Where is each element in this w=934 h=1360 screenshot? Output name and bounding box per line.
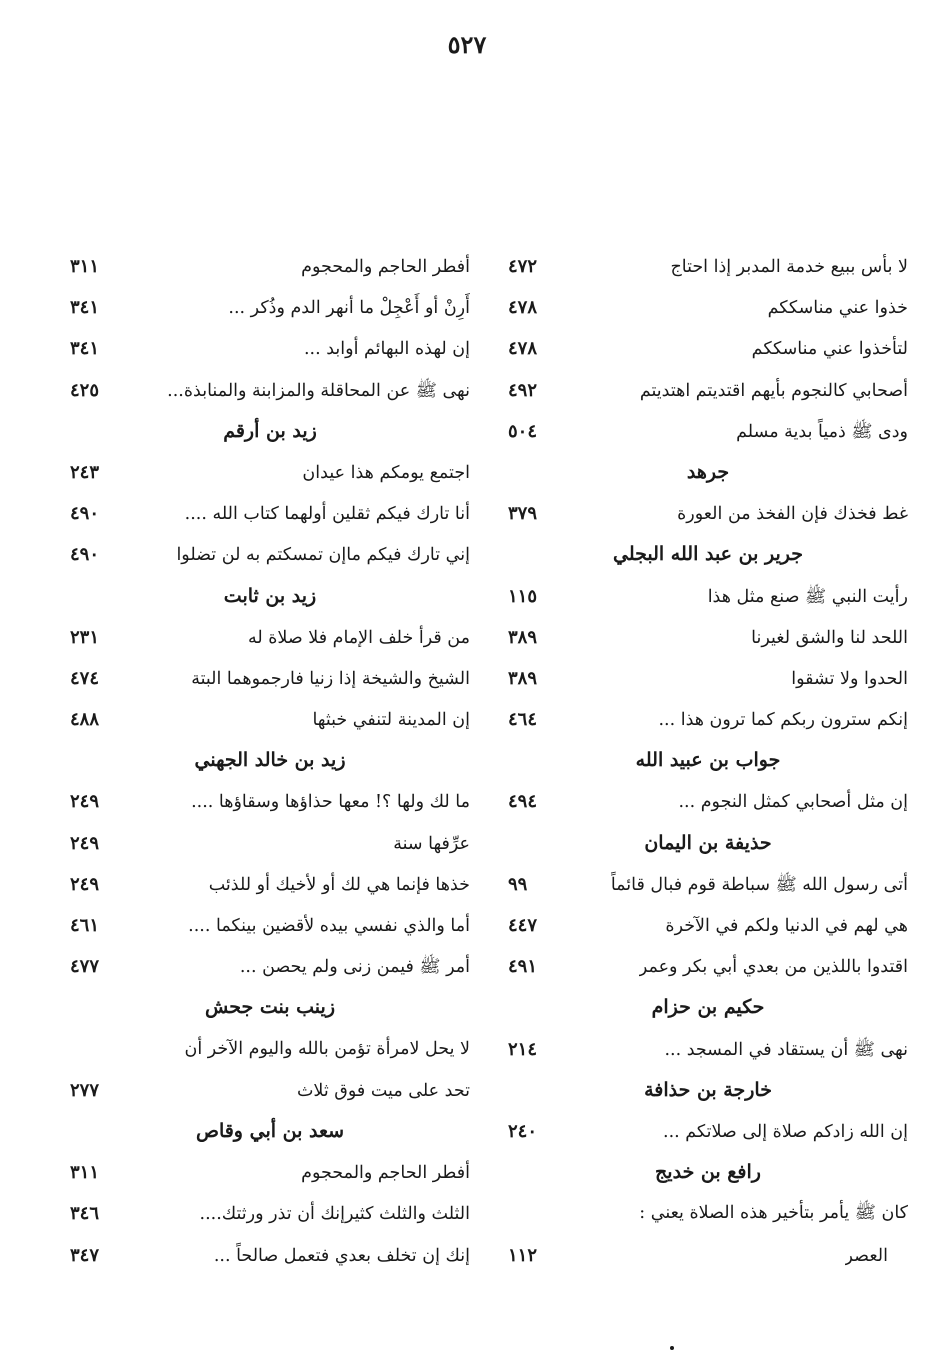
page-reference: ٢٤٩ [70, 832, 100, 854]
page-reference: ٤٩٠ [70, 544, 100, 566]
hadith-text: كان ﷺ يأمر بتأخير هذه الصلاة يعني : [639, 1203, 908, 1224]
page-reference: ٤٧٨ [508, 338, 538, 360]
hadith-text: من قرأ خلف الإمام فلا صلاة له [247, 627, 470, 648]
page-reference: ٤٩٤ [508, 791, 538, 813]
hadith-text: هي لهم في الدنيا ولكم في الآخرة [665, 916, 908, 936]
hadith-text: لا يحل لامرأة تؤمن بالله واليوم الآخر أن [184, 1038, 470, 1059]
narrator-heading: زيد بن أرقم [223, 419, 317, 442]
hadith-text: نهى ﷺ عن المحاقلة والمزابنة والمنابذة... [167, 380, 470, 401]
hadith-entry [70, 287, 470, 328]
hadith-text: الثلث والثلث كثيرإنك أن تذر ورثتك.... [199, 1204, 470, 1225]
hadith-entry [508, 370, 908, 411]
hadith-entry [508, 658, 908, 699]
hadith-text: إن مثل أصحابي كمثل النجوم ... [678, 792, 908, 813]
hadith-entry [508, 246, 908, 287]
hadith-entry [70, 658, 470, 699]
hadith-text: أمر ﷺ فيمن زنى ولم يحصن ... [239, 957, 470, 978]
page-reference: ٤٦١ [70, 915, 100, 936]
hadith-entry [508, 1235, 908, 1276]
page-reference: ٤٧٤ [70, 667, 100, 689]
hadith-text: نهى ﷺ أن يستقاد في المسجد ... [664, 1039, 908, 1060]
hadith-text: العصر [844, 1245, 888, 1266]
page-reference: ٤٨٨ [70, 709, 100, 731]
hadith-text: إن المدينة لتنفي خبثها [312, 710, 470, 731]
narrator-heading: جرهد [686, 460, 730, 483]
hadith-entry [508, 411, 908, 452]
hadith-text: أَرِنْ أو أَعْجِلْ ما أنهر الدم وذُكر ... [228, 298, 470, 319]
hadith-entry [70, 1029, 470, 1070]
hadith-entry [508, 328, 908, 369]
narrator-heading: زينب بنت جحش [205, 996, 335, 1019]
hadith-entry [70, 617, 470, 658]
ink-dot [670, 1346, 674, 1350]
narrator-heading: حكيم بن حزام [651, 996, 765, 1019]
hadith-text: لتأخذوا عني مناسككم [751, 339, 908, 360]
hadith-text: ودى ﷺ ذمياً بدية مسلم [736, 421, 908, 442]
narrator-heading: حذيفة بن اليمان [644, 831, 772, 854]
page-reference: ١١٥ [508, 585, 538, 607]
hadith-entry [70, 1193, 470, 1234]
page-reference: ٤٩٢ [508, 379, 538, 401]
page-reference: ٣١١ [70, 1162, 100, 1184]
page-reference: ٤٦٤ [508, 709, 538, 731]
page-reference: ٣٨٩ [508, 667, 538, 689]
hadith-text: إنك إن تخلف بعدي فتعمل صالحاً ... [213, 1245, 470, 1266]
hadith-text: أنا تارك فيكم ثقلين أولهما كتاب الله .... [184, 504, 470, 525]
narrator-heading: جواب بن عبيد الله [635, 749, 781, 772]
hadith-text: أتى رسول الله ﷺ سباطة قوم فبال قائماً [610, 874, 908, 895]
hadith-entry [70, 328, 470, 369]
hadith-entry [508, 493, 908, 534]
page-reference: ٤٧٨ [508, 297, 538, 319]
hadith-entry [508, 781, 908, 822]
page-reference: ٤٤٧ [508, 915, 538, 936]
hadith-entry [70, 246, 470, 287]
hadith-entry [508, 576, 908, 617]
index-column-left [70, 246, 470, 1276]
hadith-entry [70, 1152, 470, 1193]
narrator-heading: جرير بن عبد الله البجلي [613, 543, 803, 566]
page-reference: ٢١٤ [508, 1038, 538, 1060]
hadith-text: خذوا عني مناسككم [767, 298, 908, 319]
hadith-text: عرِّفها سنة [393, 833, 470, 854]
hadith-entry [70, 493, 470, 534]
hadith-entry [70, 864, 470, 905]
hadith-text: الحدوا ولا تشقوا [791, 668, 908, 689]
page-reference: ٣٧٩ [508, 503, 538, 525]
hadith-entry [70, 823, 470, 864]
hadith-text: أفطر الحاجم والمحجوم [301, 1163, 470, 1184]
hadith-entry [70, 1070, 470, 1111]
hadith-text: أفطر الحاجم والمحجوم [301, 257, 470, 277]
hadith-entry [508, 1111, 908, 1152]
hadith-text: ما لك ولها ؟! معها حذاؤها وسقاؤها .... [191, 792, 470, 813]
hadith-text: إنكم سترون ربكم كما ترون هذا ... [658, 710, 908, 731]
hadith-entry [70, 452, 470, 493]
index-column-right [508, 246, 908, 1276]
hadith-text: اقتدوا باللذين من بعدي أبي بكر وعمر [638, 957, 908, 978]
page-reference: ٤٧٢ [508, 256, 538, 277]
hadith-entry [508, 864, 908, 905]
page-reference: ٢٤٩ [70, 873, 100, 895]
page-reference: ٣٤١ [70, 338, 100, 360]
page-reference: ٢٧٧ [70, 1079, 100, 1101]
hadith-text: الشيخ والشيخة إذا زنيا فارجموهما البتة [191, 668, 470, 689]
page-reference: ٤٢٥ [70, 379, 100, 401]
page-reference: ٣٨٩ [508, 626, 538, 648]
hadith-text: رأيت النبي ﷺ صنع مثل هذا [707, 586, 908, 607]
page-reference: ١١٢ [508, 1244, 538, 1266]
hadith-text: إن الله زادكم صلاة إلى صلاتكم ... [663, 1121, 908, 1142]
hadith-entry [70, 905, 470, 946]
narrator-heading: خارجة بن حذافة [644, 1078, 772, 1101]
page-reference: ٤٩٠ [70, 503, 100, 525]
narrator-heading: رافع بن خديج [655, 1161, 761, 1184]
hadith-text: غط فخذك فإن الفخذ من العورة [677, 504, 908, 525]
hadith-text: لا بأس ببيع خدمة المدبر إذا احتاج [670, 257, 908, 277]
hadith-entry [508, 287, 908, 328]
hadith-entry [508, 946, 908, 987]
page-reference: ٤٧٧ [70, 956, 100, 978]
page-reference: ٣٤٦ [70, 1203, 100, 1225]
page-number: ٥٢٧ [447, 30, 487, 59]
page-reference: ٣١١ [70, 256, 100, 277]
hadith-entry [70, 781, 470, 822]
hadith-text: إن لهذه البهائم أوابد ... [303, 339, 470, 360]
page-reference: ٢٤٠ [508, 1120, 538, 1142]
hadith-entry [508, 1029, 908, 1070]
hadith-text: اللحد لنا والشق لغيرنا [751, 627, 908, 648]
hadith-entry [508, 617, 908, 658]
page-reference: ٢٤٩ [70, 791, 100, 813]
page-reference: ٣٤١ [70, 297, 100, 319]
hadith-entry [508, 1193, 908, 1234]
page-reference: ٢٤٣ [70, 461, 100, 483]
narrator-heading: زيد بن خالد الجهني [194, 749, 346, 772]
page-reference: ٥٠٤ [508, 420, 538, 442]
narrator-heading: زيد بن ثابت [223, 584, 317, 607]
page-reference: ٤٩١ [508, 956, 538, 978]
hadith-text: أما والذي نفسي بيده لأقضين بينكما .... [188, 916, 470, 936]
hadith-entry [508, 905, 908, 946]
hadith-entry [70, 946, 470, 987]
page-reference: ٩٩ [508, 873, 528, 895]
hadith-entry [70, 370, 470, 411]
hadith-text: خذها فإنما هي لك أو لأخيك أو للذئب [208, 874, 470, 895]
hadith-text: اجتمع يومكم هذا عيدان [302, 462, 470, 483]
page-reference: ٣٤٧ [70, 1244, 100, 1266]
hadith-entry [70, 534, 470, 575]
hadith-entry [70, 699, 470, 740]
hadith-entry [70, 1235, 470, 1276]
narrator-heading: سعد بن أبي وقاص [195, 1119, 345, 1142]
hadith-text: تحد على ميت فوق ثلاث [296, 1080, 470, 1101]
page-reference: ٢٣١ [70, 626, 100, 648]
hadith-entry [508, 699, 908, 740]
hadith-text: إني تارك فيكم ماإن تمسكتم به لن تضلوا [176, 545, 470, 566]
hadith-text: أصحابي كالنجوم بأيهم اقتديتم اهتديتم [639, 380, 908, 401]
